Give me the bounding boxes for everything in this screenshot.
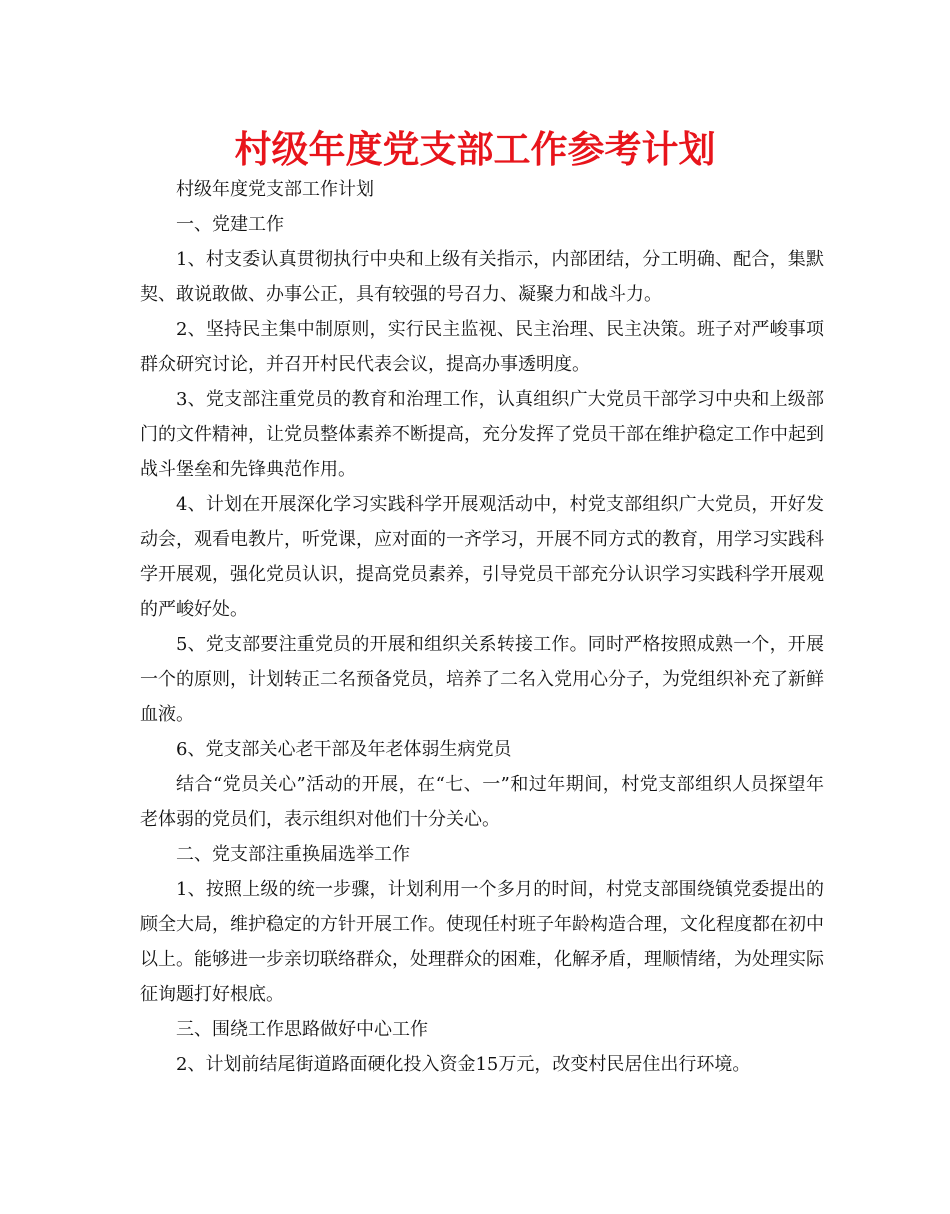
paragraph: 3、党支部注重党员的教育和治理工作，认真组织广大党员干部学习中央和上级部门的文件精神，让党员整体素养不断提高，充分发挥了党员干部在维护稳定工作中起到战斗堡垒和先锋典范作用。 (140, 389, 824, 480)
paragraph: 结合“党员关心”活动的开展，在“七、一”和过年期间，村党支部组织人员探望年老体弱的党员们，表示组织对他们十分关心。 (140, 774, 824, 830)
section-heading-central-work: 三、围绕工作思路做好中心工作 (176, 1019, 428, 1040)
paragraph: 1、村支委认真贯彻执行中央和上级有关指示，内部团结，分工明确、配合，集默契、敢说敢做、办事公正，具有较强的号召力、凝聚力和战斗力。 (140, 249, 824, 305)
paragraph: 1、按照上级的统一步骤，计划利用一个多月的时间，村党支部围绕镇党委提出的顾全大局，维护稳定的方针开展工作。使现任村班子年龄构造合理，文化程度都在初中以上。能够进一步亲切联络群众，处理群众的困难，化解矛盾，理顺情绪，为处理实际征询题打好根底。 (140, 879, 824, 1005)
document-body (140, 172, 824, 1082)
section-heading-election: 二、党支部注重换届选举工作 (176, 844, 410, 865)
paragraph: 2、坚持民主集中制原则，实行民主监视、民主治理、民主决策。班子对严峻事项群众研究讨论，并召开村民代表会议，提高办事透明度。 (140, 319, 824, 375)
paragraph: 4、计划在开展深化学习实践科学开展观活动中，村党支部组织广大党员，开好发动会，观看电教片，听党课，应对面的一齐学习，开展不同方式的教育，用学习实践科学开展观，强化党员认识，提高党员素养，引导党员干部充分认识学习实践科学开展观的严峻好处。 (140, 494, 824, 620)
paragraph: 6、党支部关心老干部及年老体弱生病党员 (176, 739, 512, 760)
document-title: 村级年度党支部工作参考计划 (234, 128, 716, 171)
paragraph-subtitle: 村级年度党支部工作计划 (176, 179, 374, 200)
section-heading-party-building: 一、党建工作 (176, 214, 284, 235)
paragraph: 2、计划前结尾街道路面硬化投入资金15万元，改变村民居住出行环境。 (176, 1054, 751, 1075)
paragraph: 5、党支部要注重党员的开展和组织关系转接工作。同时严格按照成熟一个，开展一个的原则，计划转正二名预备党员，培养了二名入党用心分子，为党组织补充了新鲜血液。 (140, 634, 824, 725)
